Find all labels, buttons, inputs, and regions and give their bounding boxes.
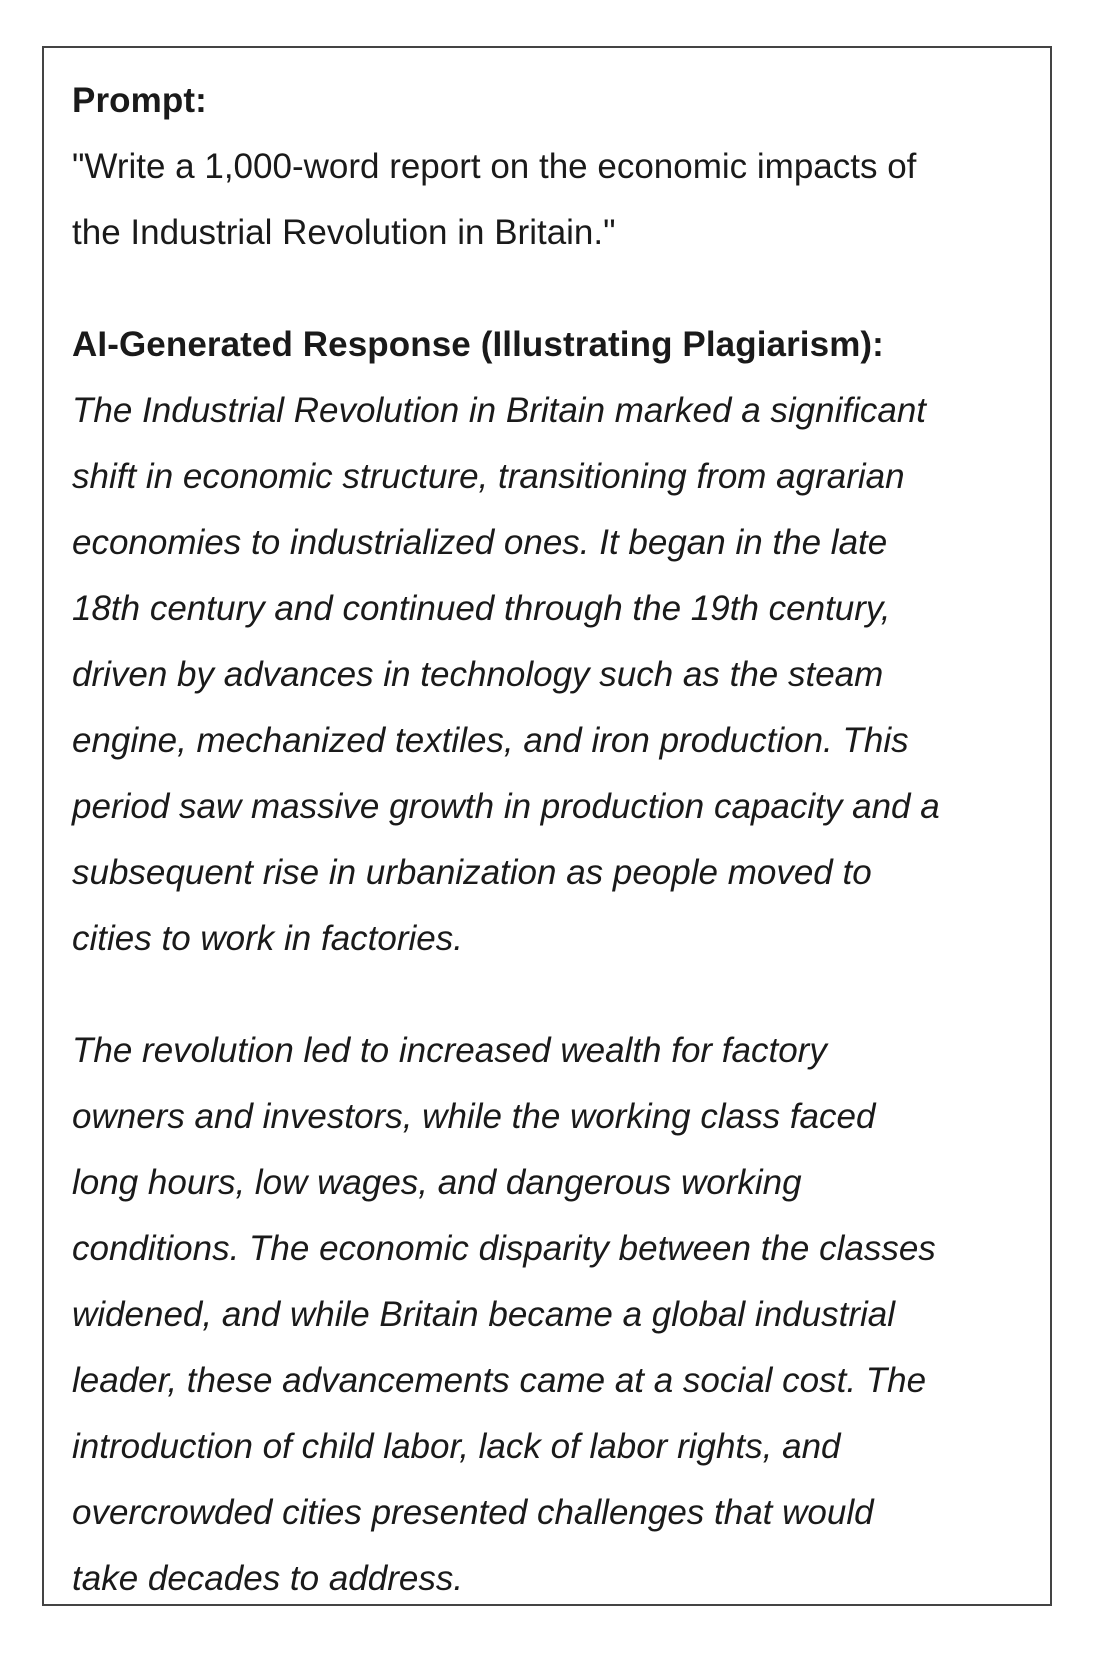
prompt-label: Prompt:	[72, 81, 207, 120]
response-label: AI-Generated Response (Illustrating Plagiarism):	[72, 325, 884, 364]
response-paragraph-2: The revolution led to increased wealth for factory owners and investors, while the working class faced long hours, low wages, and dangerous working conditions. The economic disparity between the classes widened, and while Britain became a global industrial leader, these advancements came at a social cost. The introduction of child labor, lack of labor rights, and overcrowded cities presented challenges that would take decades to address.	[72, 1031, 936, 1598]
response-paragraph-1: The Industrial Revolution in Britain marked a significant shift in economic structure, transitioning from agrarian economies to industrialized ones. It began in the late 18th century and continued through the 19th century, driven by advances in technology such as the steam engine, mechanized textiles, and iron production. This period saw massive growth in production capacity and a subsequent rise in urbanization as people moved to cities to work in factories.	[72, 391, 940, 958]
section-spacer	[72, 266, 1022, 312]
prompt-text: "Write a 1,000-word report on the economic impacts of the Industrial Revolution in Britain."	[72, 147, 917, 252]
paragraph-spacer	[72, 972, 1022, 1018]
document-card	[42, 46, 1052, 1606]
